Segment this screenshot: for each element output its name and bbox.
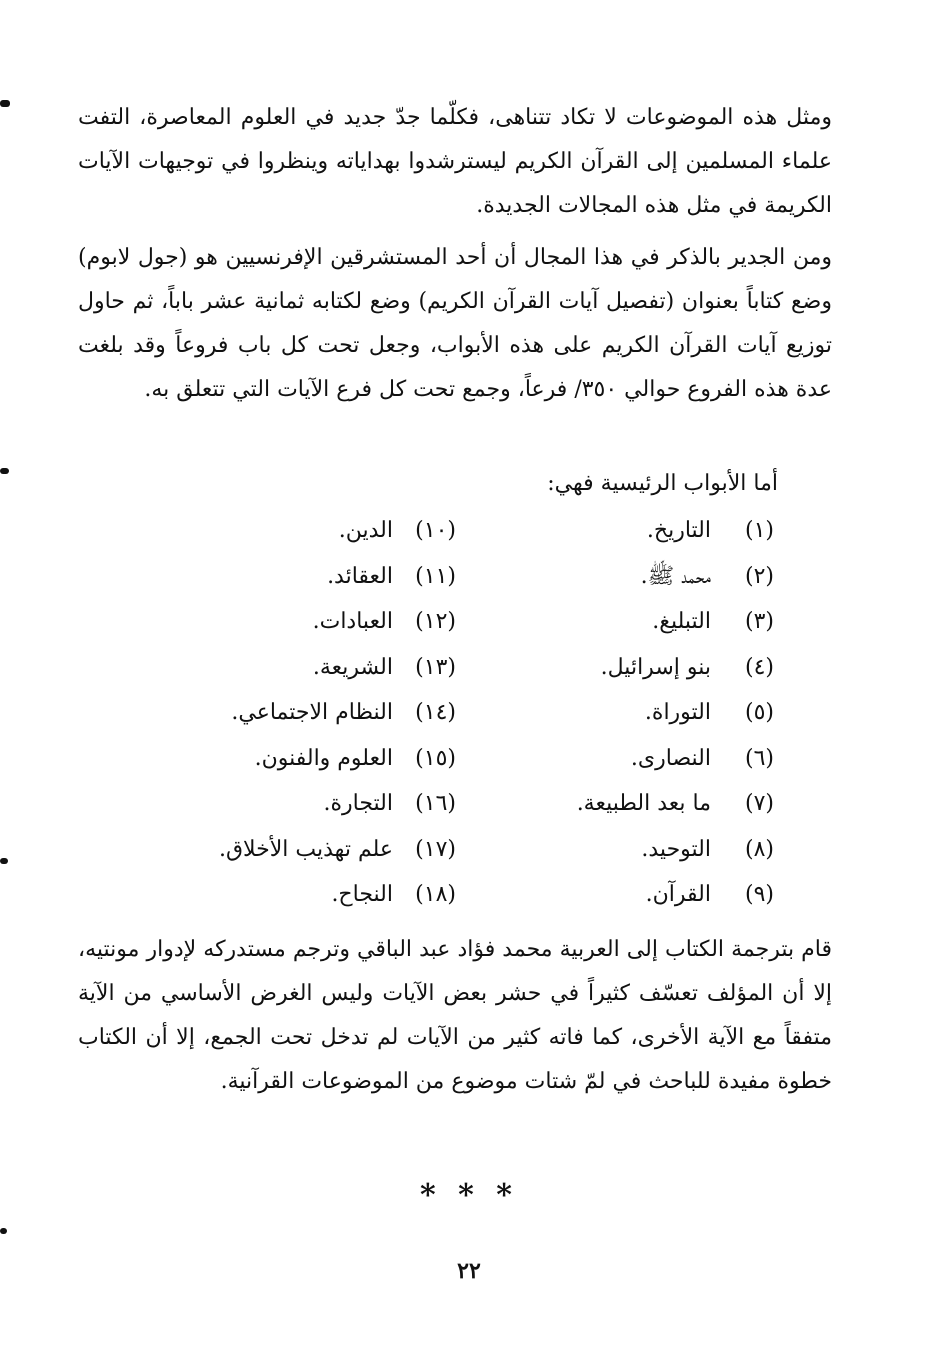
list-item	[494, 781, 774, 827]
chapter-title: النظام الاجتماعي.	[231, 700, 393, 725]
chapter-title: التوحيد.	[641, 836, 711, 862]
scan-mark	[0, 858, 8, 864]
scan-mark	[0, 468, 9, 474]
chapter-number: (٥)	[744, 700, 774, 725]
chapter-number: (٧)	[744, 791, 774, 816]
list-item	[156, 827, 456, 873]
list-item	[156, 554, 456, 600]
list-item	[156, 872, 456, 918]
list-item	[156, 781, 456, 827]
section-separator: * * *	[420, 1178, 518, 1213]
list-item	[156, 736, 456, 782]
chapter-number: (١٠)	[415, 518, 456, 543]
chapter-title: العقائد.	[327, 563, 393, 589]
chapter-number: (٢)	[744, 563, 774, 589]
list-item	[494, 872, 774, 918]
scan-mark	[0, 100, 10, 107]
chapter-number: (١٤)	[415, 700, 456, 725]
chapter-number: (٣)	[744, 609, 774, 634]
chapter-title: الدين.	[338, 518, 393, 543]
list-item	[494, 645, 774, 691]
chapter-number: (٦)	[744, 745, 774, 771]
paragraph-translation: قام بترجمة الكتاب إلى العربية محمد فؤاد عبد الباقي وترجم مستدركه لإدوار مونتيه، إلا أن المؤلف تعسّف كثيراً في حشر بعض الآيات وليس الغرض الأساسي من الآية متفقاً مع الآية الأخرى، كما فاته كثير من الآيات لم تدخل تحت الجمع، إلا أن الكتاب خطوة مفيدة للباحث في لمّ شتات موضوع من الموضوعات القرآنية.	[78, 937, 832, 1094]
chapter-number: (١)	[744, 518, 774, 543]
chapter-title: العلوم والفنون.	[254, 745, 393, 771]
chapter-title: التبليغ.	[652, 609, 711, 634]
chapter-number: (١١)	[415, 563, 456, 589]
list-item	[156, 645, 456, 691]
chapter-list-right	[494, 508, 774, 918]
scan-mark	[0, 1228, 7, 1234]
chapter-title: علم تهذيب الأخلاق.	[218, 836, 393, 862]
chapter-number: (١٣)	[415, 654, 456, 680]
chapter-title: النجاح.	[331, 882, 393, 907]
chapter-number: (٤)	[744, 654, 774, 680]
chapter-title: الشريعة.	[312, 654, 393, 680]
chapter-title: بنو إسرائيل.	[600, 654, 711, 680]
list-item	[156, 690, 456, 736]
list-item	[494, 508, 774, 554]
chapter-number: (١٦)	[415, 791, 456, 816]
chapter-title: النصارى.	[630, 745, 711, 771]
chapter-number: (٨)	[744, 836, 774, 862]
chapter-number: (٩)	[744, 882, 774, 907]
chapter-title: التوراة.	[644, 700, 711, 725]
chapter-number: (١٥)	[415, 745, 456, 771]
paragraph-modern-sciences: ومثل هذه الموضوعات لا تكاد تتناهى، فكلّما جدّ جديد في العلوم المعاصرة، التفت علماء المسلمين إلى القرآن الكريم ليسترشدوا بهداياته وينظروا في توجيهات الآيات الكريمة في مثل هذه المجالات الجديدة.	[78, 105, 832, 218]
list-item	[494, 554, 774, 600]
paragraph-orientalist-book: ومن الجدير بالذكر في هذا المجال أن أحد المستشرقين الإفرنسيين هو (جول لابوم) وضع كتاباً بعنوان (تفصيل آيات القرآن الكريم) وضع لكتابه ثمانية عشر باباً، ثم حاول توزيع آيات القرآن الكريم على هذه الأبواب، وجعل تحت كل باب فروعاً وقد بلغت عدة هذه الفروع حوالي ٣٥٠/ فرعاً، وجمع تحت كل فرع الآيات التي تتعلق به.	[78, 245, 832, 402]
chapter-list-left	[156, 508, 456, 918]
chapter-title: ما بعد الطبيعة.	[576, 791, 711, 816]
chapter-number: (١٢)	[415, 609, 456, 634]
chapter-number: (١٧)	[415, 836, 456, 862]
chapter-number: (١٨)	[415, 882, 456, 907]
chapter-title: التاريخ.	[646, 518, 711, 543]
chapter-title: القرآن.	[645, 882, 711, 907]
list-item	[494, 690, 774, 736]
chapter-title: محمد ﷺ.	[640, 563, 711, 589]
chapters-intro: أما الأبواب الرئيسية فهي:	[547, 471, 778, 496]
list-item	[156, 599, 456, 645]
chapter-title: العبادات.	[312, 609, 393, 634]
list-item	[494, 599, 774, 645]
list-item	[494, 827, 774, 873]
list-item	[156, 508, 456, 554]
page-number: ٢٢	[457, 1258, 481, 1284]
chapter-title: التجارة.	[323, 791, 393, 816]
list-item	[494, 736, 774, 782]
